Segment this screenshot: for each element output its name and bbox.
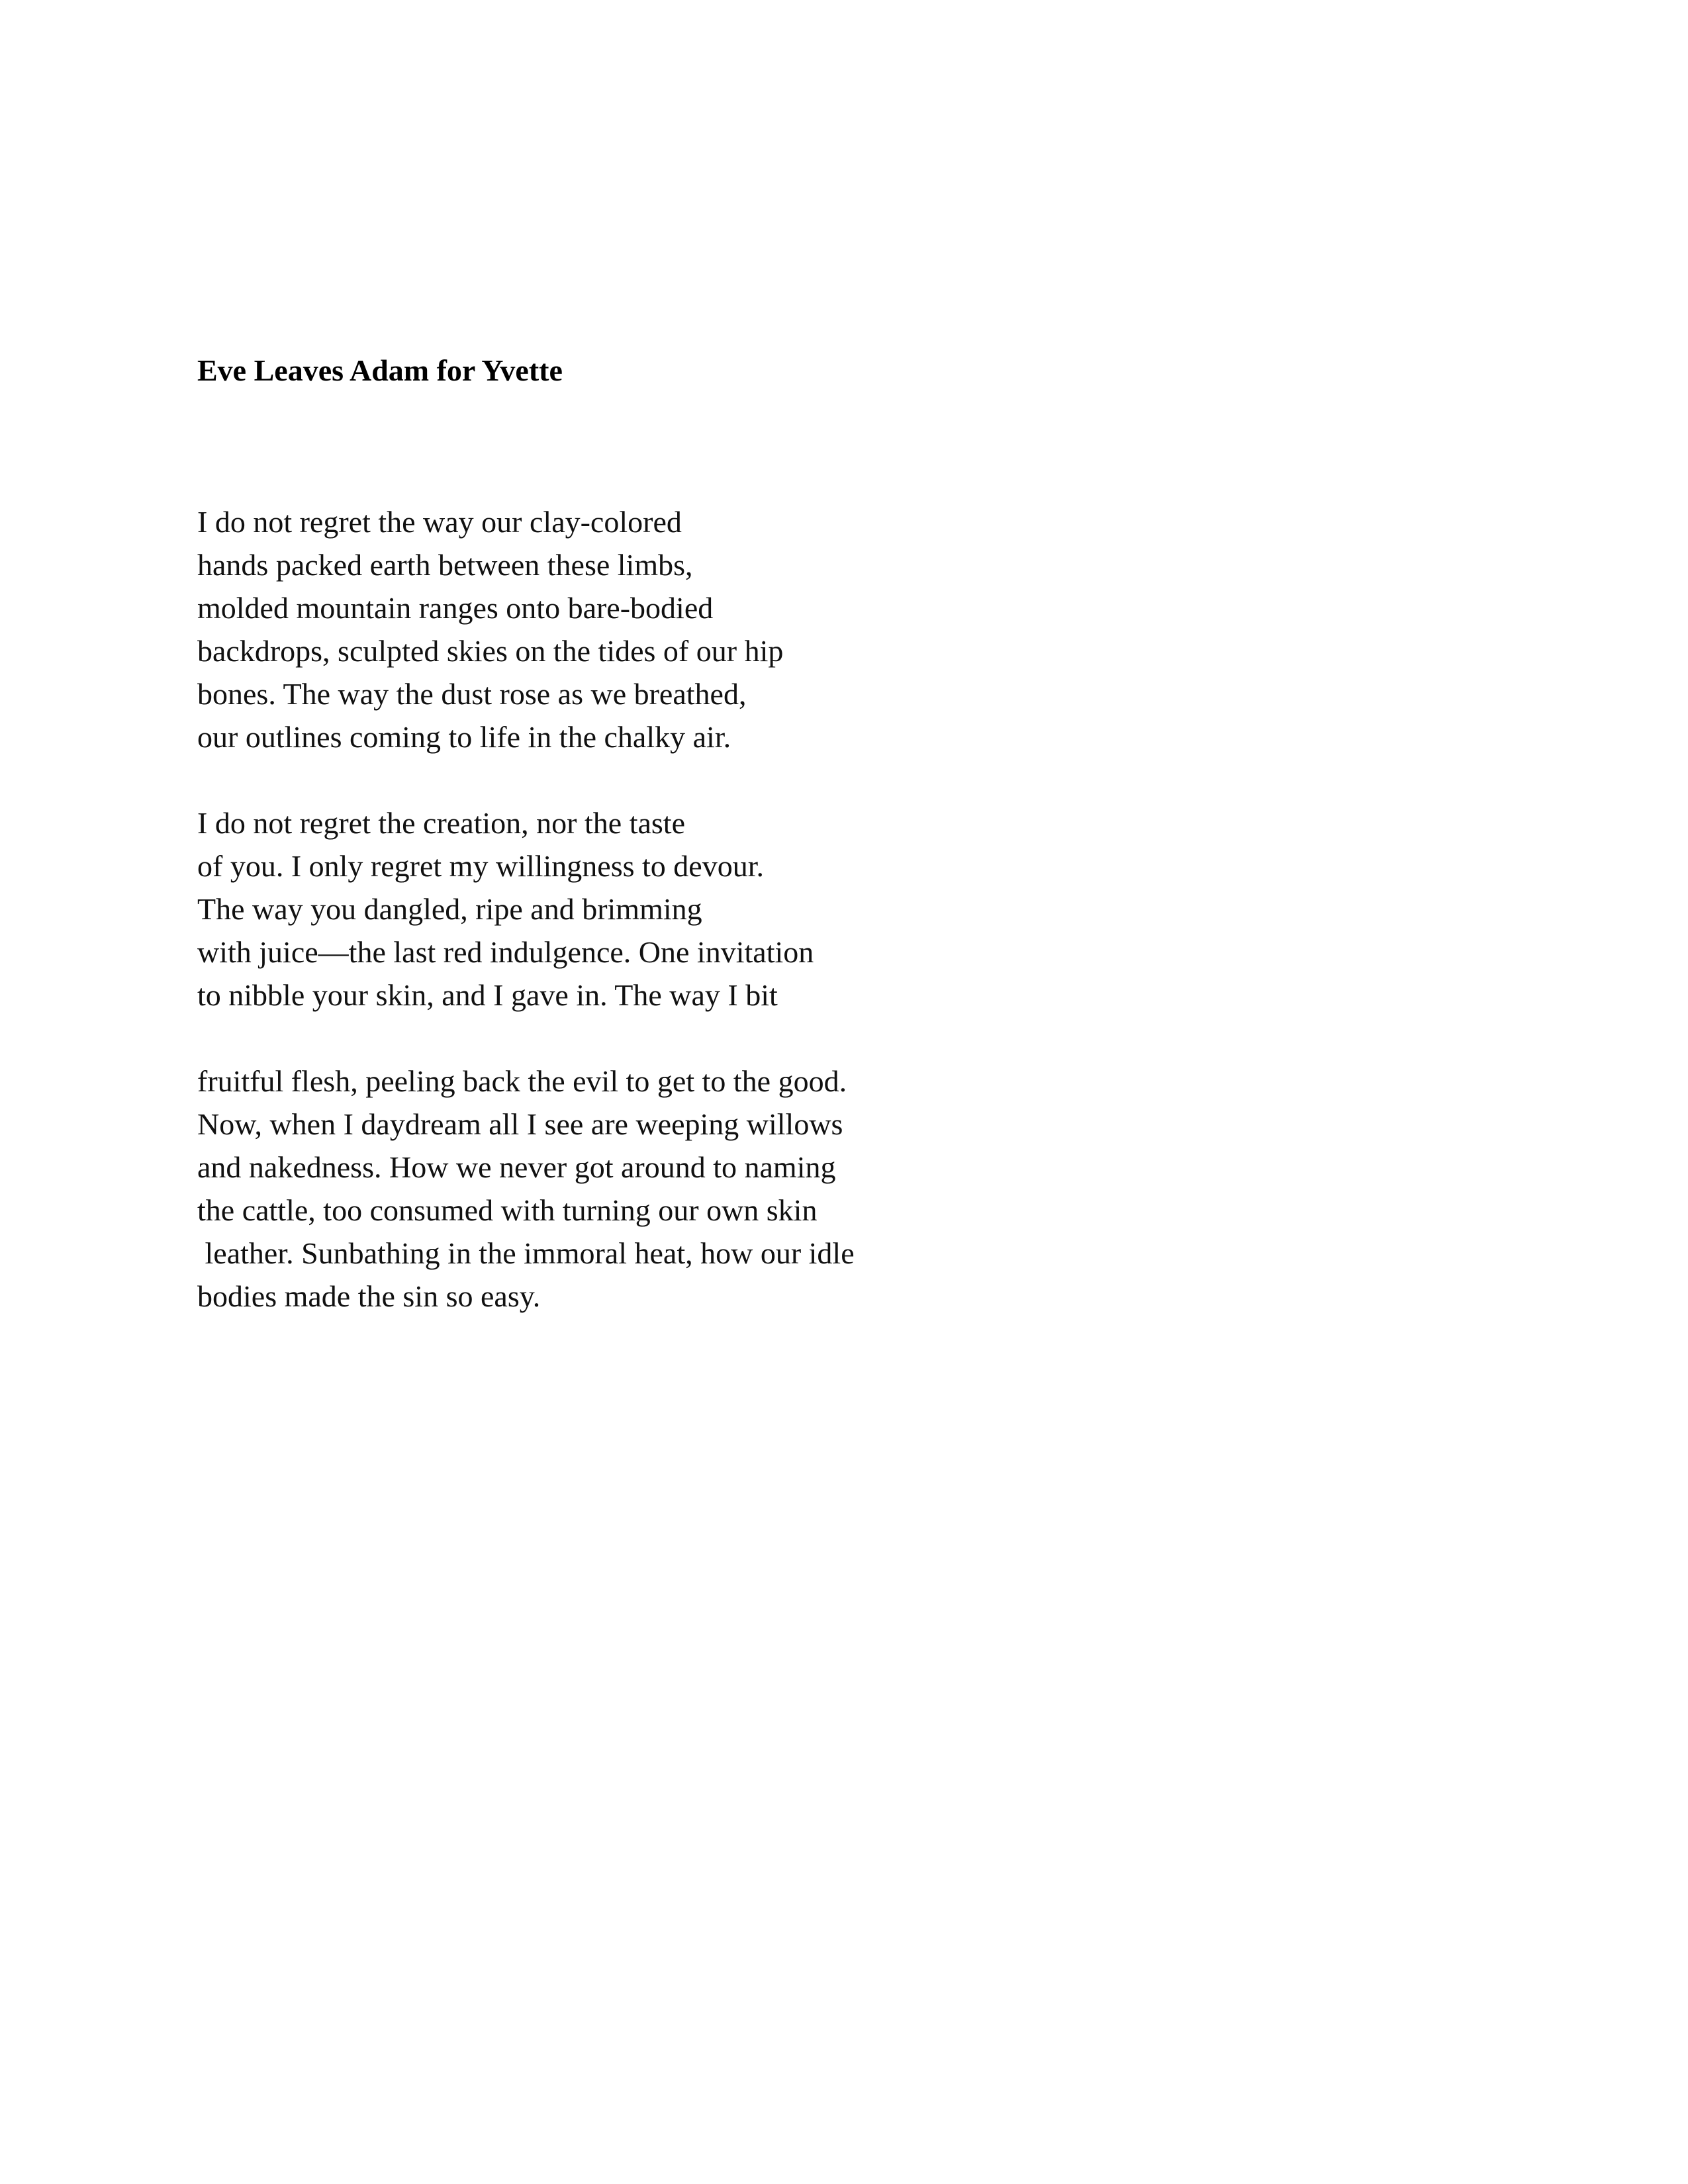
poem-line: our outlines coming to life in the chalky air. (197, 720, 731, 754)
poem-line: I do not regret the way our clay-colored (197, 505, 682, 539)
poem-line: backdrops, sculpted skies on the tides of our hip (197, 634, 784, 668)
poem-line: The way you dangled, ripe and brimming (197, 892, 702, 926)
poem-line: to nibble your skin, and I gave in. The way I bit (197, 978, 778, 1012)
poem-line: of you. I only regret my willingness to devour. (197, 849, 764, 883)
poem-line: leather. Sunbathing in the immoral heat, how our idle (197, 1236, 855, 1270)
poem-line: bones. The way the dust rose as we breathed, (197, 677, 747, 711)
poem-line: molded mountain ranges onto bare-bodied (197, 591, 714, 625)
poem-body (197, 500, 855, 1361)
stanza-3 (197, 1060, 855, 1318)
poem-line: and nakedness. How we never got around to naming (197, 1150, 836, 1184)
poem-line: bodies made the sin so easy. (197, 1279, 541, 1313)
stanza-2 (197, 801, 855, 1017)
poem-line: with juice—the last red indulgence. One invitation (197, 935, 814, 969)
poem-line: I do not regret the creation, nor the taste (197, 806, 685, 840)
poem-title: Eve Leaves Adam for Yvette (197, 353, 563, 387)
poem-line: Now, when I daydream all I see are weeping willows (197, 1107, 843, 1141)
poem-line: hands packed earth between these limbs, (197, 548, 693, 582)
stanza-1 (197, 500, 855, 758)
poem-line: fruitful flesh, peeling back the evil to get to the good. (197, 1064, 847, 1098)
poem-line: the cattle, too consumed with turning our own skin (197, 1193, 818, 1227)
